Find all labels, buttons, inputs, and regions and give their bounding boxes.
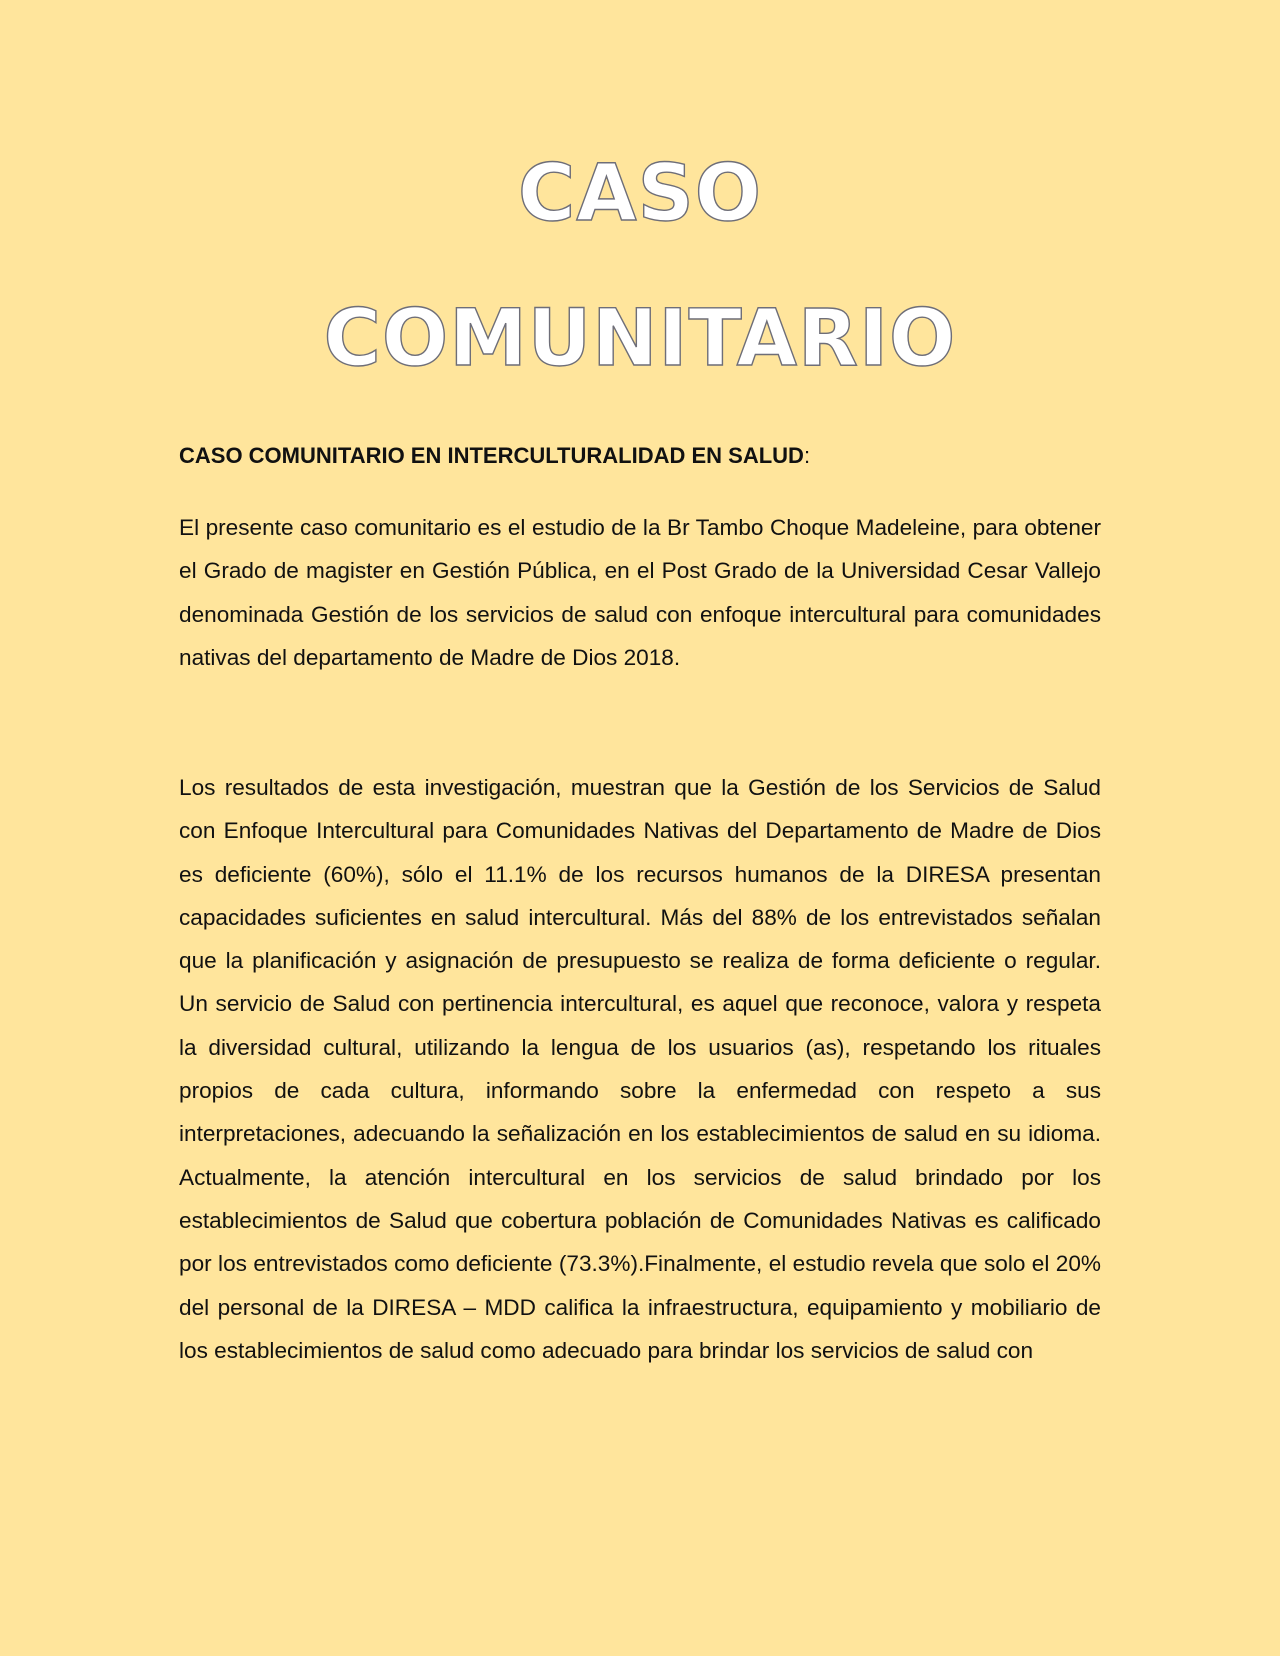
section-heading-colon: : (803, 443, 811, 468)
document-title-line-1: CASO (517, 149, 763, 239)
paragraph-results: Los resultados de esta investigación, muestran que la Gestión de los Servicios de Salud con Enfoque Intercultural para Comunidades Nativas del Departamento de Madre de Dios es deficiente (60%), sólo el 11.1% de los recursos humanos de la DIRESA presentan capacidades suficientes en salud intercultural. Más del 88% de los entrevistados señalan que la planificación y asignación de presupuesto se realiza de forma deficiente o regular. Un servicio de Salud con pertinencia intercultural, es aquel que reconoce, valora y respeta la diversidad cultural, utilizando la lengua de los usuarios (as), respetando los rituales propios de cada cultura, informando sobre la enfermedad con respeto a sus interpretaciones, adecuando la señalización en los establecimientos de salud en su idioma. Actualmente, la atención intercultural en los servicios de salud brindado por los establecimientos de Salud que cobertura población de Comunidades Nativas es calificado por los entrevistados como deficiente (73.3%).Finalmente, el estudio revela que solo el 20% del personal de la DIRESA – MDD califica la infraestructura, equipamiento y mobiliario de los establecimientos de salud como adecuado para brindar los servicios de salud con (179, 775, 1101, 1363)
document-title-line-2: COMUNITARIO (323, 294, 957, 384)
paragraph-intro: El presente caso comunitario es el estudio de la Br Tambo Choque Madeleine, para obtener el Grado de magister en Gestión Pública, en el Post Grado de la Universidad Cesar Vallejo denominada Gestión de los servicios de salud con enfoque intercultural para comunidades nativas del departamento de Madre de Dios 2018. (179, 515, 1101, 670)
section-heading (179, 441, 1101, 471)
section-heading-text: CASO COMUNITARIO EN INTERCULTURALIDAD EN SALUD (179, 443, 804, 468)
